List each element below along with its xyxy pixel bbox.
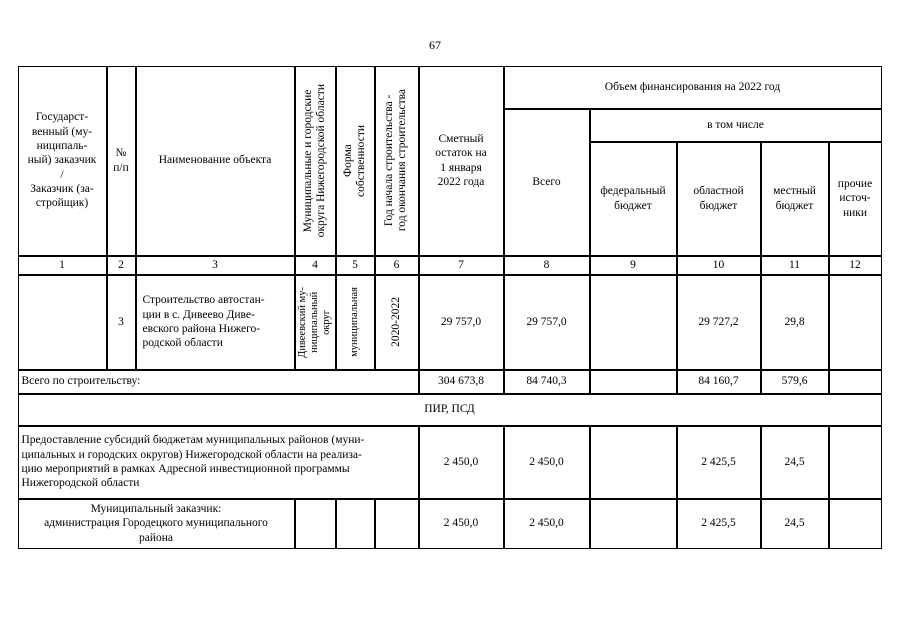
object-total: 29 757,0: [504, 275, 590, 370]
customer-regional: 2 425,5: [677, 499, 761, 549]
object-federal: [590, 275, 677, 370]
object-name: Строительство автостан- ции в с. Дивеево Диве- евского района Нижего- родской области: [136, 275, 295, 370]
object-estimate: 29 757,0: [419, 275, 504, 370]
column-number: 7: [419, 256, 504, 275]
header-years: Год начала строительства - год окончания строительства: [375, 66, 419, 256]
subsidy-label: Предоставление субсидий бюджетам муниципальных районов (муни- ципальных и городских округов) Нижегородской области на реализа- цию мероприятий в рамках Адресной инвестиционной программы Нижегородской области: [18, 426, 419, 499]
customer-total: 2 450,0: [504, 499, 590, 549]
object-other: [829, 275, 882, 370]
section-title: ПИР, ПСД: [18, 394, 882, 426]
header-total: Всего: [504, 109, 590, 256]
object-years: 2020-2022: [375, 275, 419, 370]
object-local: 29,8: [761, 275, 829, 370]
column-number: 9: [590, 256, 677, 275]
header-object-name: Наименование объекта: [136, 66, 295, 256]
customer-estimate: 2 450,0: [419, 499, 504, 549]
header-customer: Государст- венный (му- ниципаль- ный) заказчик / Заказчик (за- стройщик): [18, 66, 107, 256]
column-number: 4: [295, 256, 336, 275]
column-number: 11: [761, 256, 829, 275]
subsidy-local: 24,5: [761, 426, 829, 499]
construction-total-regional: 84 160,7: [677, 370, 761, 394]
subsidy-federal: [590, 426, 677, 499]
column-number: 2: [107, 256, 136, 275]
header-financing: Объем финансирования на 2022 год: [504, 66, 882, 109]
customer-years: [375, 499, 419, 549]
table-cell-empty: [18, 275, 107, 370]
subsidy-total: 2 450,0: [504, 426, 590, 499]
header-federal: федеральный бюджет: [590, 142, 677, 256]
construction-total-local: 579,6: [761, 370, 829, 394]
header-municipality: Муниципальные и городские округа Нижегородской области: [295, 66, 336, 256]
header-number: № п/п: [107, 66, 136, 256]
construction-total-label: Всего по строительству:: [18, 370, 419, 394]
subsidy-regional: 2 425,5: [677, 426, 761, 499]
object-ownership: муниципальная: [336, 275, 375, 370]
column-number: 5: [336, 256, 375, 275]
subsidy-other: [829, 426, 882, 499]
customer-federal: [590, 499, 677, 549]
column-number: 10: [677, 256, 761, 275]
header-including: в том числе: [590, 109, 882, 142]
object-number: 3: [107, 275, 136, 370]
customer-municipality: [295, 499, 336, 549]
subsidy-estimate: 2 450,0: [419, 426, 504, 499]
construction-total-federal: [590, 370, 677, 394]
column-number: 3: [136, 256, 295, 275]
financing-table: [18, 66, 882, 549]
column-number: 1: [18, 256, 107, 275]
header-regional: областной бюджет: [677, 142, 761, 256]
construction-total-estimate: 304 673,8: [419, 370, 504, 394]
customer-local: 24,5: [761, 499, 829, 549]
customer-ownership: [336, 499, 375, 549]
object-municipality: Дивеевский му- ниципальный округ: [295, 275, 336, 370]
column-number: 12: [829, 256, 882, 275]
header-ownership: Форма собственности: [336, 66, 375, 256]
customer-other: [829, 499, 882, 549]
customer-label: Муниципальный заказчик: администрация Городецкого муниципального района: [18, 499, 295, 549]
column-number: 8: [504, 256, 590, 275]
header-estimate: Сметный остаток на 1 января 2022 года: [419, 66, 504, 256]
construction-total-total: 84 740,3: [504, 370, 590, 394]
construction-total-other: [829, 370, 882, 394]
header-other: прочие источ- ники: [829, 142, 882, 256]
page-number: 67: [429, 38, 441, 52]
header-local: местный бюджет: [761, 142, 829, 256]
object-regional: 29 727,2: [677, 275, 761, 370]
column-number: 6: [375, 256, 419, 275]
